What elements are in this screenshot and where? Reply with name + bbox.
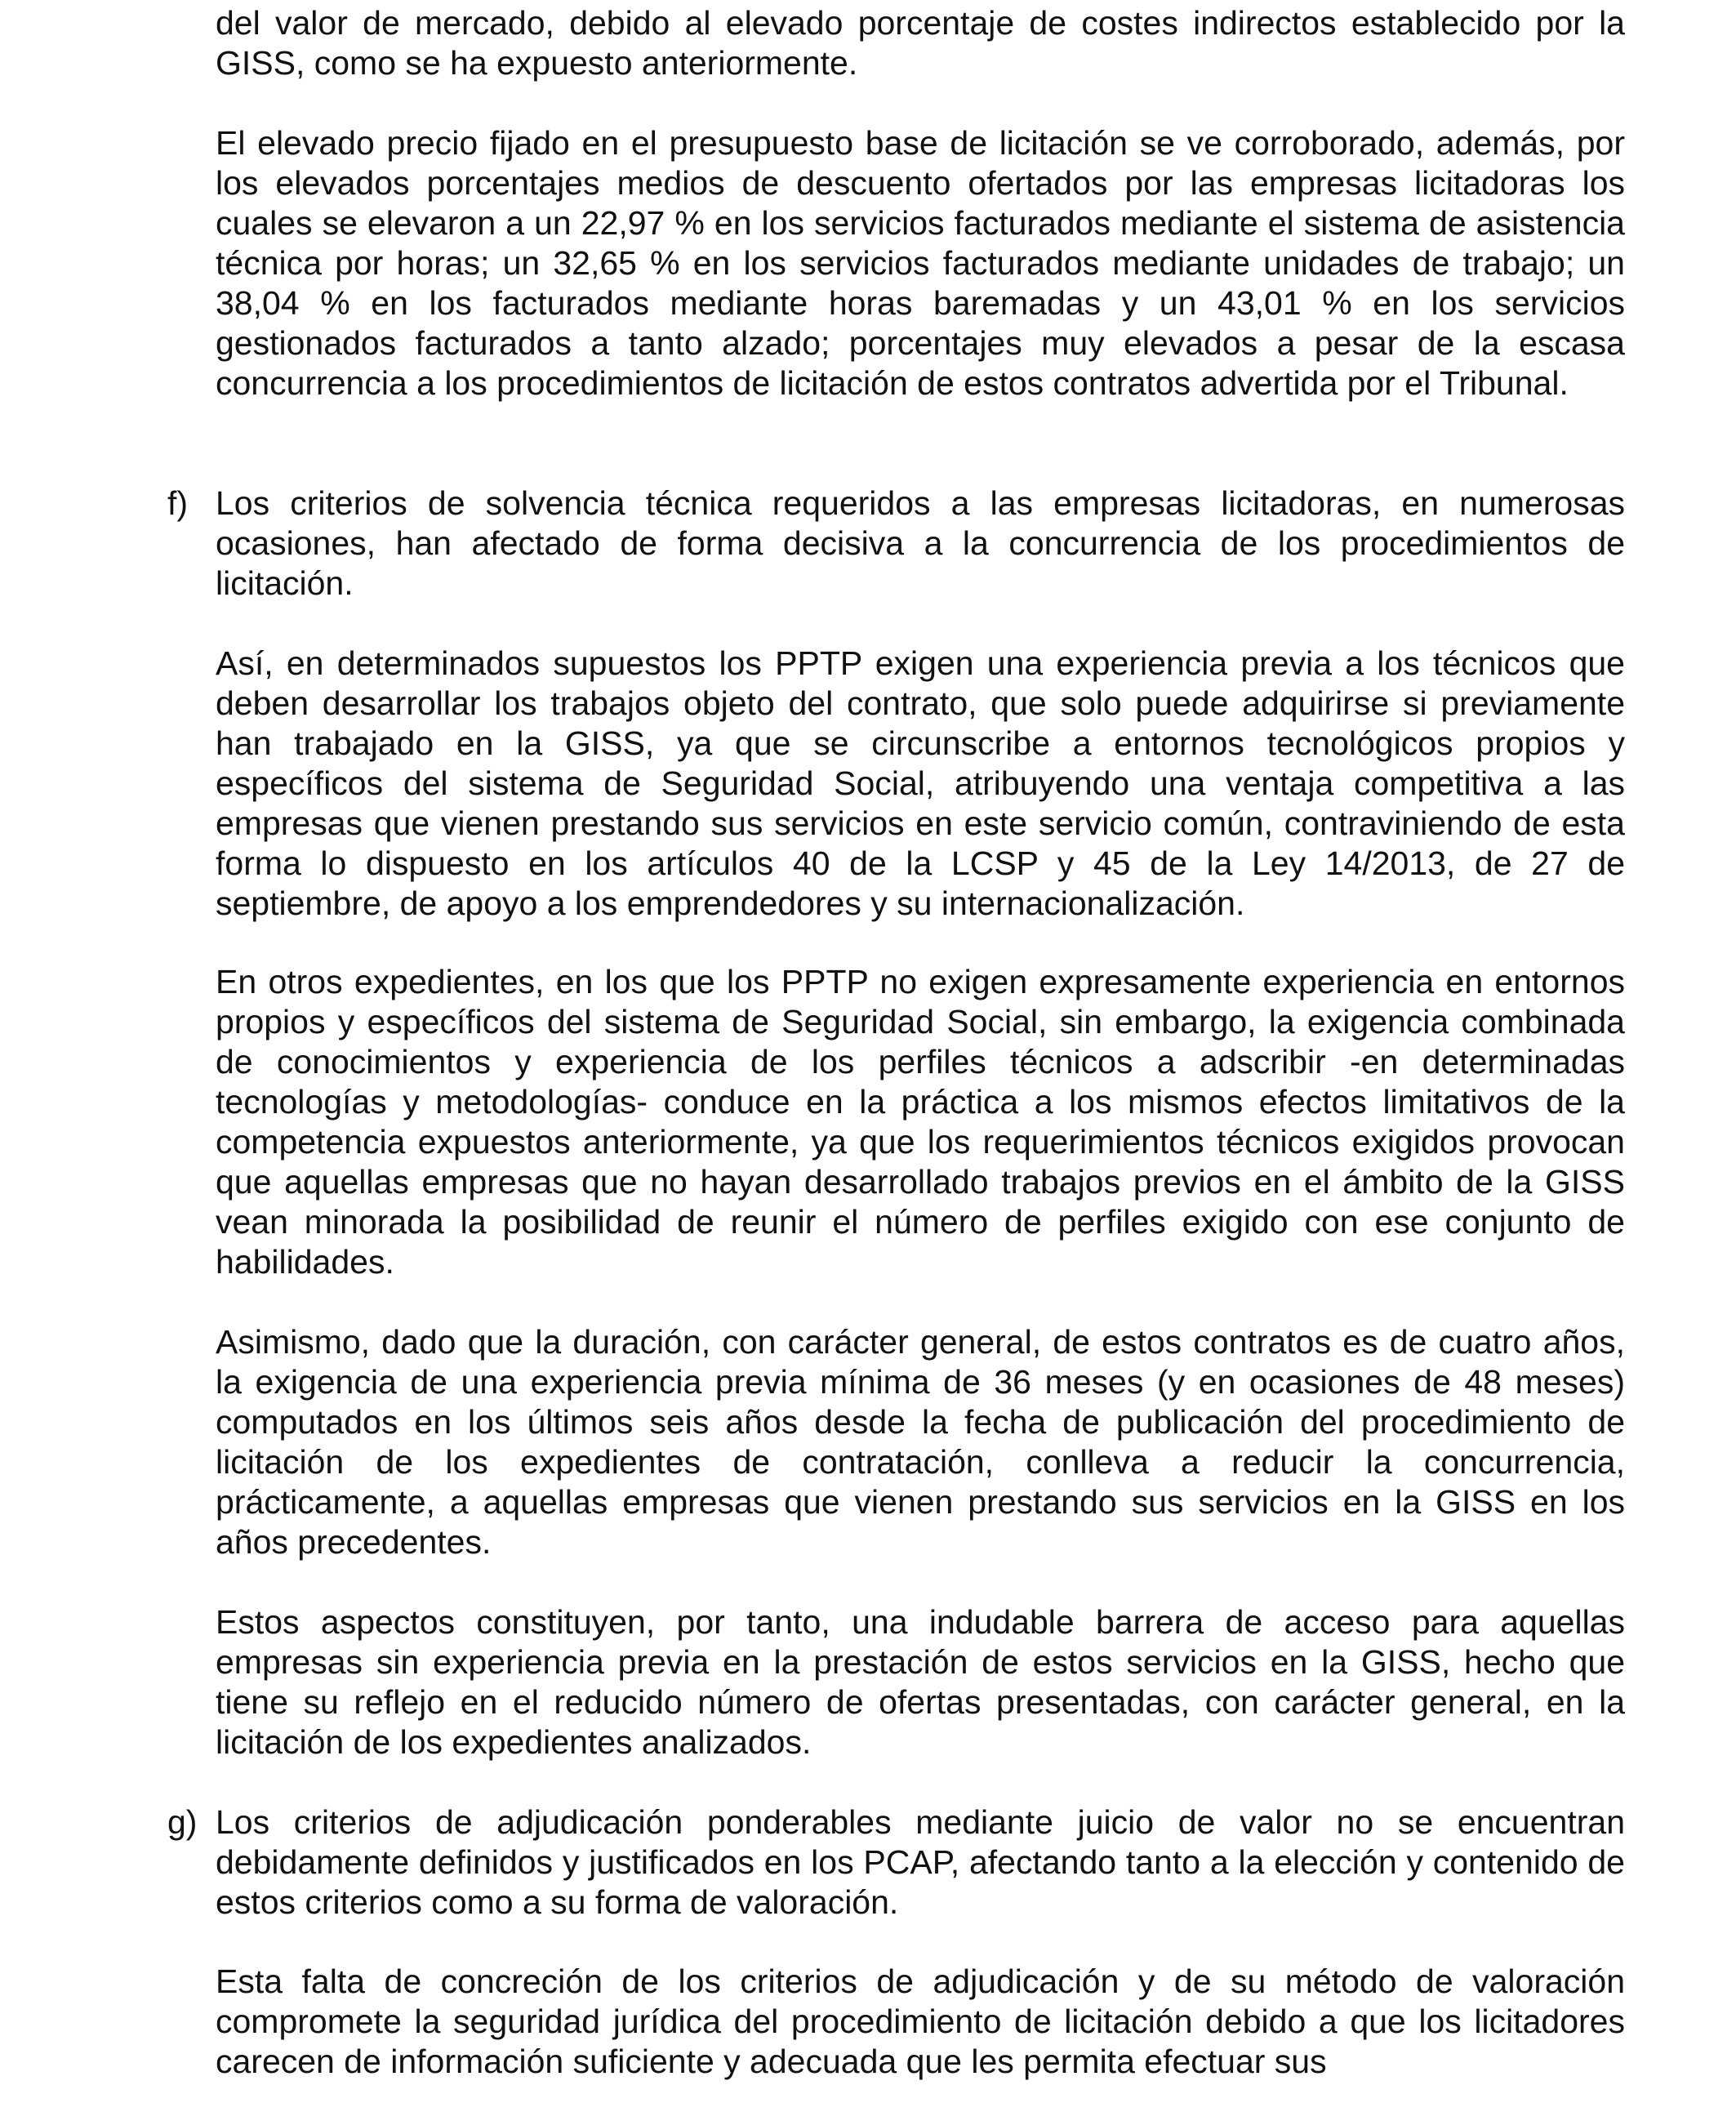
paragraph-asimismo: Asimismo, dado que la duración, con carácter general, de estos contratos es de cuatro años, la exigencia de una experiencia previa mínima de 36 meses (y en ocasiones de 48 meses) computados en los últimos seis años desde la fecha de publicación del procedimiento de licitación de los expedientes de contratación, conlleva a reducir la concurrencia, prácticamente, a aquellas empresas que vienen prestando sus servicios en la GISS en los años precedentes.	[216, 1323, 1625, 1561]
paragraph-experiencia-previa: Así, en determinados supuestos los PPTP exigen una experiencia previa a los técnicos que deben desarrollar los trabajos objeto del contrato, que solo puede adquirirse si previamente han trabajado en la GISS, ya que se circunscribe a entornos tecnológicos propios y específicos del sistema de Seguridad Social, atribuyendo una ventaja competitiva a las empresas que vienen prestando sus servicios en este servicio común, contraviniendo de esta forma lo dispuesto en los artículos 40 de la LCSP y 45 de la Ley 14/2013, de 27 de septiembre, de apoyo a los emprendedores y su internacionalización.	[216, 644, 1625, 922]
item-f-criterios-solvencia: Los criterios de solvencia técnica requeridos a las empresas licitadoras, en numerosas ocasiones, han afectado de forma decisiva a la concurrencia de los procedimientos de licitación.	[216, 484, 1625, 602]
paragraph-falta-concrecion: Esta falta de concreción de los criterios de adjudicación y de su método de valoración compromete la seguridad jurídica del procedimiento de licitación debido a que los licitadores carecen de información suficiente y adecuada que les permita efectuar sus	[216, 1963, 1625, 2080]
paragraph-continuation: del valor de mercado, debido al elevado porcentaje de costes indirectos establecido por la GISS, como se ha expuesto anteriormente.	[216, 4, 1625, 82]
paragraph-precio-elevado: El elevado precio fijado en el presupuesto base de licitación se ve corroborado, además, por los elevados porcentajes medios de descuento ofertados por las empresas licitadoras los cuales se elevaron a un 22,97 % en los servicios facturados mediante el sistema de asistencia técnica por horas; un 32,65 % en los servicios facturados mediante unidades de trabajo; un 38,04 % en los facturados mediante horas baremadas y un 43,01 % en los servicios gestionados facturados a tanto alzado; porcentajes muy elevados a pesar de la escasa concurrencia a los procedimientos de licitación de estos contratos advertida por el Tribunal.	[216, 124, 1625, 402]
list-marker-g: g)	[167, 1803, 198, 1841]
list-marker-f: f)	[167, 484, 189, 522]
paragraph-otros-expedientes: En otros expedientes, en los que los PPTP no exigen expresamente experiencia en entornos propios y específicos del sistema de Seguridad Social, sin embargo, la exigencia combinada de conocimientos y experiencia de los perfiles técnicos a adscribir -en determinadas tecnologías y metodologías- conduce en la práctica a los mismos efectos limitativos de la competencia expuestos anteriormente, ya que los requerimientos técnicos exigidos provocan que aquellas empresas que no hayan desarrollado trabajos previos en el ámbito de la GISS vean minorada la posibilidad de reunir el número de perfiles exigido con ese conjunto de habilidades.	[216, 963, 1625, 1281]
paragraph-barrera-acceso: Estos aspectos constituyen, por tanto, una indudable barrera de acceso para aquellas empresas sin experiencia previa en la prestación de estos servicios en la GISS, hecho que tiene su reflejo en el reducido número de ofertas presentadas, con carácter general, en la licitación de los expedientes analizados.	[216, 1603, 1625, 1761]
item-g-criterios-adjudicacion: Los criterios de adjudicación ponderables mediante juicio de valor no se encuentran debidamente definidos y justificados en los PCAP, afectando tanto a la elección y contenido de estos criterios como a su forma de valoración.	[216, 1803, 1625, 1921]
